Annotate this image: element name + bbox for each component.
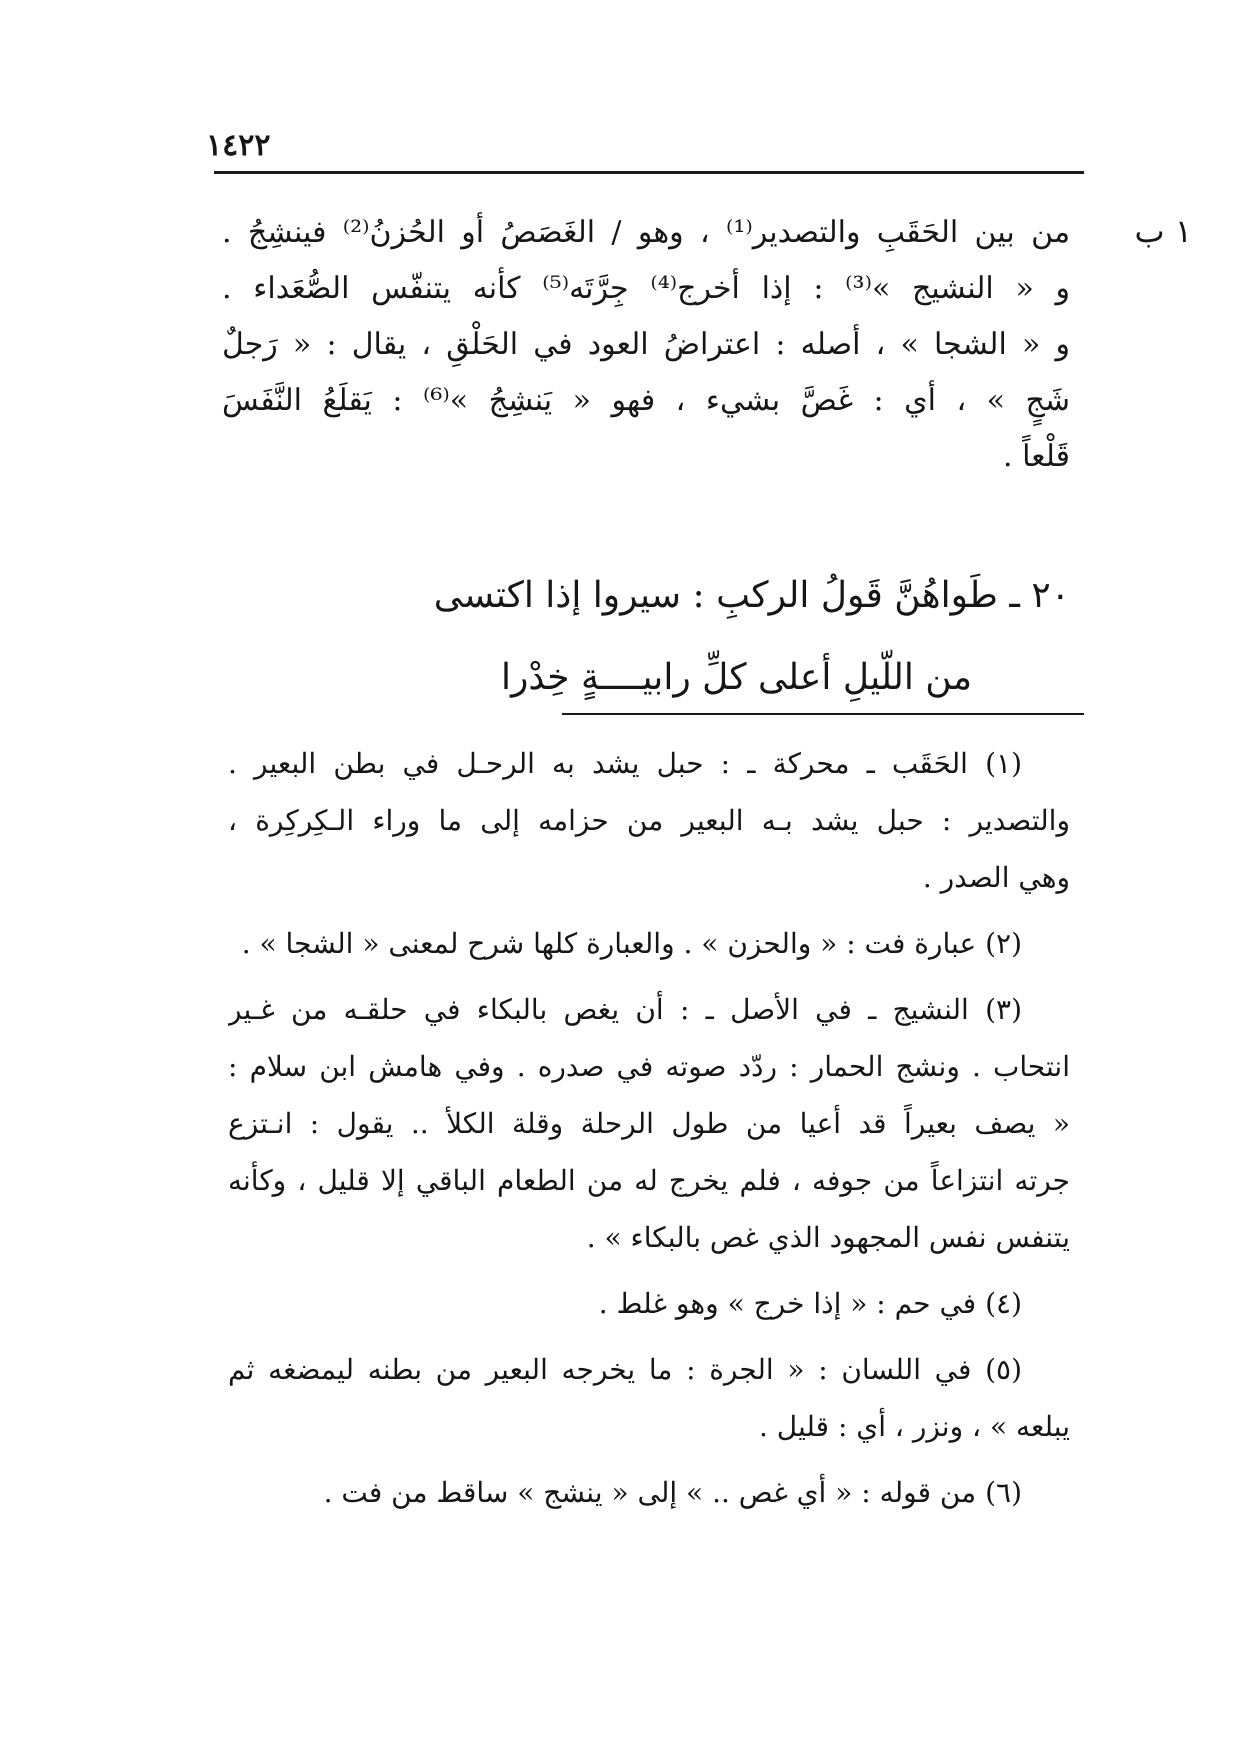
footnote-line: انتحاب . ونشج الحمار : ردّد صوته في صدره . وفي هامش ابن سلام : [228,1050,1070,1083]
commentary-line: قَلْعاً . [1003,439,1070,474]
poem-verse [240,555,1070,719]
verse-second-hemistich: من اللّيلِ أعلى كلِّ رابيــــةٍ خِدْرا [500,657,972,698]
footnotes-section [228,735,1070,1530]
footnote-5 [228,1341,1070,1455]
page-number: ١٤٢٢ [206,128,271,163]
footnote-line: (٣) النشيج ـ في الأصل ـ : أن يغص بالبكاء في حلقـه من غـير [228,993,1023,1026]
footnote-line: جرته انتزاعاً من جوفه ، فلم يخرج له من الطعام الباقي إلا قليل ، وكأنه [228,1164,1070,1197]
footnote-6 [228,1464,1070,1521]
footnote-line: (١) الحَقَب ـ محركة ـ : حبل يشد به الرحـل في بطن البعير . [228,747,1023,780]
footnote-2 [228,915,1070,972]
footnote-1 [228,735,1070,906]
footnote-3 [228,981,1070,1266]
footnote-line: « يصف بعيراً قد أعيا من طول الرحلة وقلة الكلأ .. يقول : انـتزع [228,1107,1070,1140]
margin-folio-note: ١ ب [1134,212,1192,250]
verse-first-hemistich: ٢٠ ـ طَواهُنَّ قَولُ الركبِ : سيروا إذا اكتسى [433,575,1070,616]
footnote-line: (٢) عبارة فت : « والحزن » . والعبارة كلها شرح لمعنى « الشجا » . [241,927,1022,960]
footnote-4 [228,1275,1070,1332]
commentary-text [222,205,1070,485]
commentary-line: و « النشيج »⁽³⁾ : إذا أخرج⁽⁴⁾ جِرَّتَه⁽⁵⁾ كأنه يتنفّس الصُّعَداء . [222,271,1070,306]
commentary-line: شَجٍ » ، أي : غَصَّ بشيء ، فهو « يَنشِجُ »⁽⁶⁾ : يَقلَعُ النَّفَسَ [222,383,1070,418]
footnote-line: يبلعه » ، ونزر ، أي : قليل . [758,1410,1070,1443]
footnote-line: والتصدير : حبل يشد بـه البعير من حزامه إلى ما وراء الـكِركِرة ، [228,804,1070,837]
header-rule [214,171,1084,174]
footnote-line: (٥) في اللسان : « الجرة : ما يخرجه البعير من بطنه ليمضغه ثم [228,1353,1022,1386]
commentary-line: و « الشجا » ، أصله : اعتراضُ العود في الحَلْقِ ، يقال : « رَجلٌ [222,327,1070,362]
footnote-line: وهي الصدر . [922,861,1070,894]
footnote-separator-rule [562,713,1084,715]
footnote-line: يتنفس نفس المجهود الذي غص بالبكاء » . [586,1221,1070,1254]
commentary-line: من بين الحَقَبِ والتصدير⁽¹⁾ ، وهو / الغَصَصُ أو الحُزنُ⁽²⁾ فينشِجُ . [222,215,1070,250]
footnote-line: (٦) من قوله : « أي غص .. » إلى « ينشج » ساقط من فت . [323,1476,1022,1509]
footnote-line: (٤) في حم : « إذا خرج » وهو غلط . [598,1287,1022,1320]
